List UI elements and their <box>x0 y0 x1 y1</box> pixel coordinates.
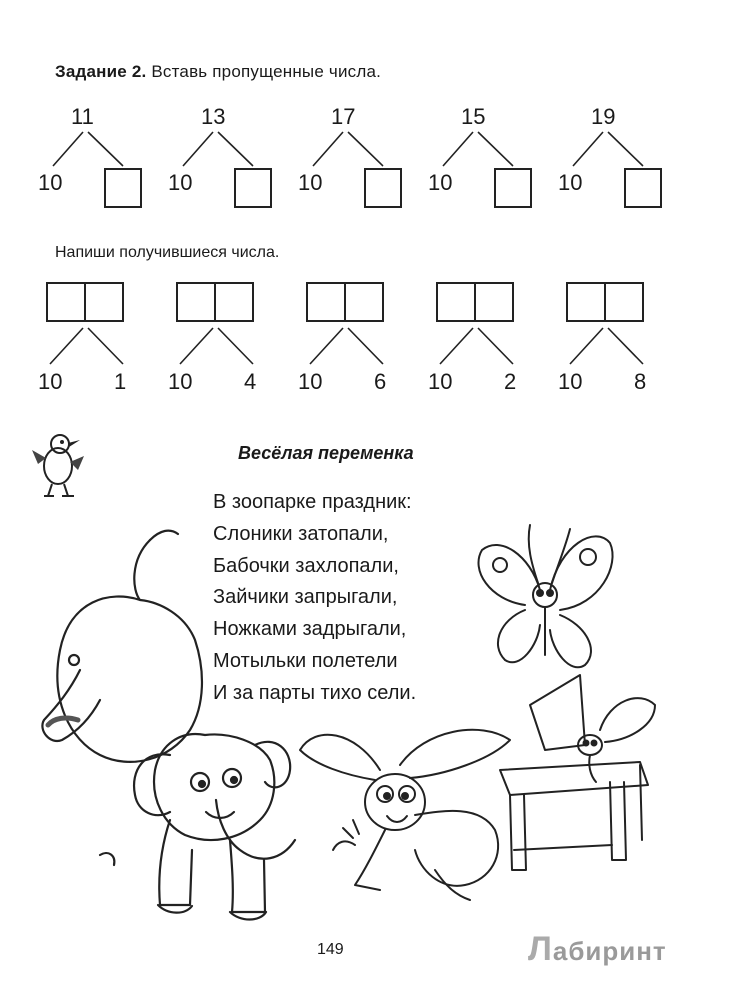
tree-top-number: 11 <box>71 104 94 129</box>
answer-box[interactable] <box>104 168 142 208</box>
task-2-label: Задание 2. <box>55 62 147 81</box>
compose-tree-4 <box>428 282 548 392</box>
poem-line: Ножками задрыгали, <box>213 618 407 641</box>
page-number: 149 <box>317 941 344 958</box>
number-tree-3 <box>298 104 418 214</box>
compose-tree-5 <box>558 282 678 392</box>
tree-left-number: 10 <box>168 369 193 394</box>
watermark-text: абиринт <box>552 936 667 966</box>
butterfly-illustration <box>470 515 620 685</box>
tree-top-number: 15 <box>461 104 486 129</box>
tree-right-number: 6 <box>374 369 387 394</box>
desk-with-moth-illustration <box>490 670 670 885</box>
poem-line: И за парты тихо сели. <box>213 681 417 704</box>
compose-tree-3 <box>298 282 418 392</box>
tree-left-number: 10 <box>298 369 323 394</box>
number-tree-5 <box>558 104 678 214</box>
answer-box[interactable] <box>494 168 532 208</box>
elephants-illustration <box>20 520 300 930</box>
tree-left-number: 10 <box>38 369 63 394</box>
tree-left-number: 10 <box>428 369 453 394</box>
tree-top-number: 17 <box>331 104 356 129</box>
tree-left-number: 10 <box>168 170 193 195</box>
poem-line: Мотыльки полетели <box>213 649 398 672</box>
number-tree-4 <box>428 104 548 214</box>
break-section-title: Весёлая переменка <box>238 443 414 463</box>
poem-line: Слоники затопали, <box>213 522 389 545</box>
number-tree-1 <box>38 104 158 214</box>
tree-right-number: 2 <box>504 369 517 394</box>
tree-left-number: 10 <box>38 170 63 195</box>
tree-left-number: 10 <box>558 170 583 195</box>
tree-left-number: 10 <box>298 170 323 195</box>
compose-tree-2 <box>168 282 288 392</box>
tree-right-number: 1 <box>114 369 127 394</box>
answer-box[interactable] <box>624 168 662 208</box>
tree-top-number: 13 <box>201 104 226 129</box>
bunny-illustration <box>295 720 515 905</box>
watermark-letter-icon: Л <box>528 930 553 968</box>
answer-box[interactable] <box>234 168 272 208</box>
answer-box[interactable] <box>364 168 402 208</box>
poem-line: Зайчики запрыгали, <box>213 586 398 609</box>
tree-right-number: 4 <box>244 369 257 394</box>
number-tree-2 <box>168 104 288 214</box>
task-2b-instruction: Напиши получившиеся числа. <box>55 244 280 261</box>
tree-top-number: 19 <box>591 104 616 129</box>
bird-mascot-icon <box>28 428 88 500</box>
tree-left-number: 10 <box>428 170 453 195</box>
task-2-heading <box>55 62 381 82</box>
labirint-watermark <box>528 930 667 969</box>
poem-line: В зоопарке праздник: <box>213 491 412 513</box>
poem-line: Бабочки захлопали, <box>213 554 399 577</box>
tree-left-number: 10 <box>558 369 583 394</box>
compose-tree-1 <box>38 282 158 392</box>
tree-right-number: 8 <box>634 369 647 394</box>
task-2-instruction: Вставь пропущенные числа. <box>151 62 382 81</box>
